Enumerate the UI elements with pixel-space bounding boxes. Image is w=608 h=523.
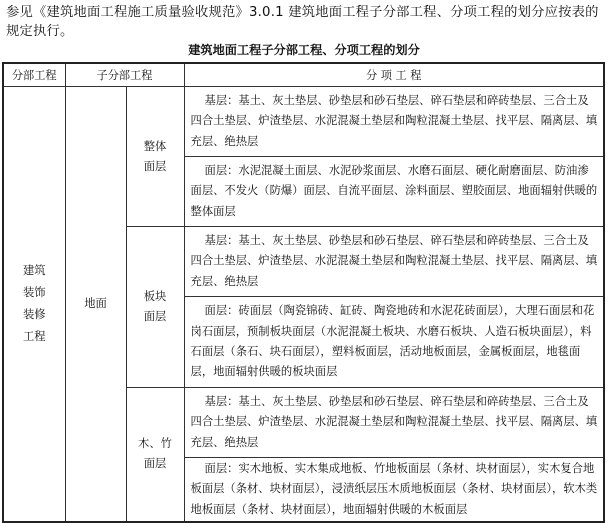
surface-items-cell: 面层：砖面层（陶瓷锦砖、缸砖、陶瓷地砖和水泥花砖面层），大理石面层和花岗石面层，预制板块面层（水泥混凝土板块、水磨石板块、人造石板块面层），料石面层（条石、块石面层），塑料板面层，活动地板面层，金属板面层，地毯面层，地面辐射供暖的板块面层	[184, 297, 604, 388]
group-name-line: 面层	[143, 310, 167, 323]
header-row	[3, 63, 604, 87]
group-name-cell	[126, 87, 184, 227]
base-items-cell: 基层：基土、灰土垫层、砂垫层和砂石垫层、碎石垫层和碎砖垫层、三合土及四合土垫层、炉渣垫层、水泥混凝土垫层和陶粒混凝土垫层、找平层、隔离层、填充层、绝热层	[184, 388, 604, 458]
surface-items-cell: 面层：实木地板、实木集成地板、竹地板面层（条材、块材面层），实木复合地板面层（条材、块材面层），浸渍纸层压木质地板面层（条材、块材面层），软木类地板面层（条材、块材面层），地面辐射供暖的木板面层	[184, 458, 604, 522]
header-sub-division: 子分部工程	[65, 63, 184, 87]
division-table	[2, 62, 605, 523]
group-name-line: 面层	[143, 457, 167, 471]
sub-division-cell: 地面	[65, 87, 126, 522]
group-name-line: 板块	[143, 290, 167, 303]
group-name-line: 面层	[143, 159, 167, 173]
group-name-line: 整体	[143, 139, 167, 153]
table-title: 建筑地面工程子分部工程、分项工程的划分	[188, 43, 420, 57]
header-division: 分部工程	[3, 63, 65, 87]
division-line: 建筑	[22, 263, 46, 277]
division-line: 工程	[22, 329, 46, 343]
header-items: 分 项 工 程	[184, 63, 604, 87]
group-name-cell	[126, 388, 184, 522]
division-line: 装饰	[22, 285, 46, 299]
group-name-cell	[126, 227, 184, 388]
division-cell	[3, 87, 65, 522]
surface-items-cell: 面层：水泥混凝土面层、水泥砂浆面层、水磨石面层、硬化耐磨面层、防油渗面层、不发火（防爆）面层、自流平面层、涂料面层、塑胶面层、地面辐射供暖的整体面层	[184, 157, 604, 227]
base-items-cell: 基层：基土、灰土垫层、砂垫层和砂石垫层、碎石垫层和碎砖垫层、三合土及四合土垫层、炉渣垫层、水泥混凝土垫层和陶粒混凝土垫层、找平层、隔离层、填充层、绝热层	[184, 87, 604, 157]
division-line: 装修	[22, 307, 46, 321]
table-row	[3, 87, 604, 157]
intro-paragraph: 参见《建筑地面工程施工质量验收规范》3.0.1 建筑地面工程子分部工程、分项工程的划分应按表的规定执行。	[6, 5, 599, 39]
base-items-cell: 基层：基土、灰土垫层、砂垫层和砂石垫层、碎石垫层和碎砖垫层、三合土及四合土垫层、炉渣垫层、水泥混凝土垫层和陶粒混凝土垫层、找平层、隔离层、填充层、绝热层	[184, 227, 604, 297]
group-name-line: 木、竹	[138, 437, 172, 451]
